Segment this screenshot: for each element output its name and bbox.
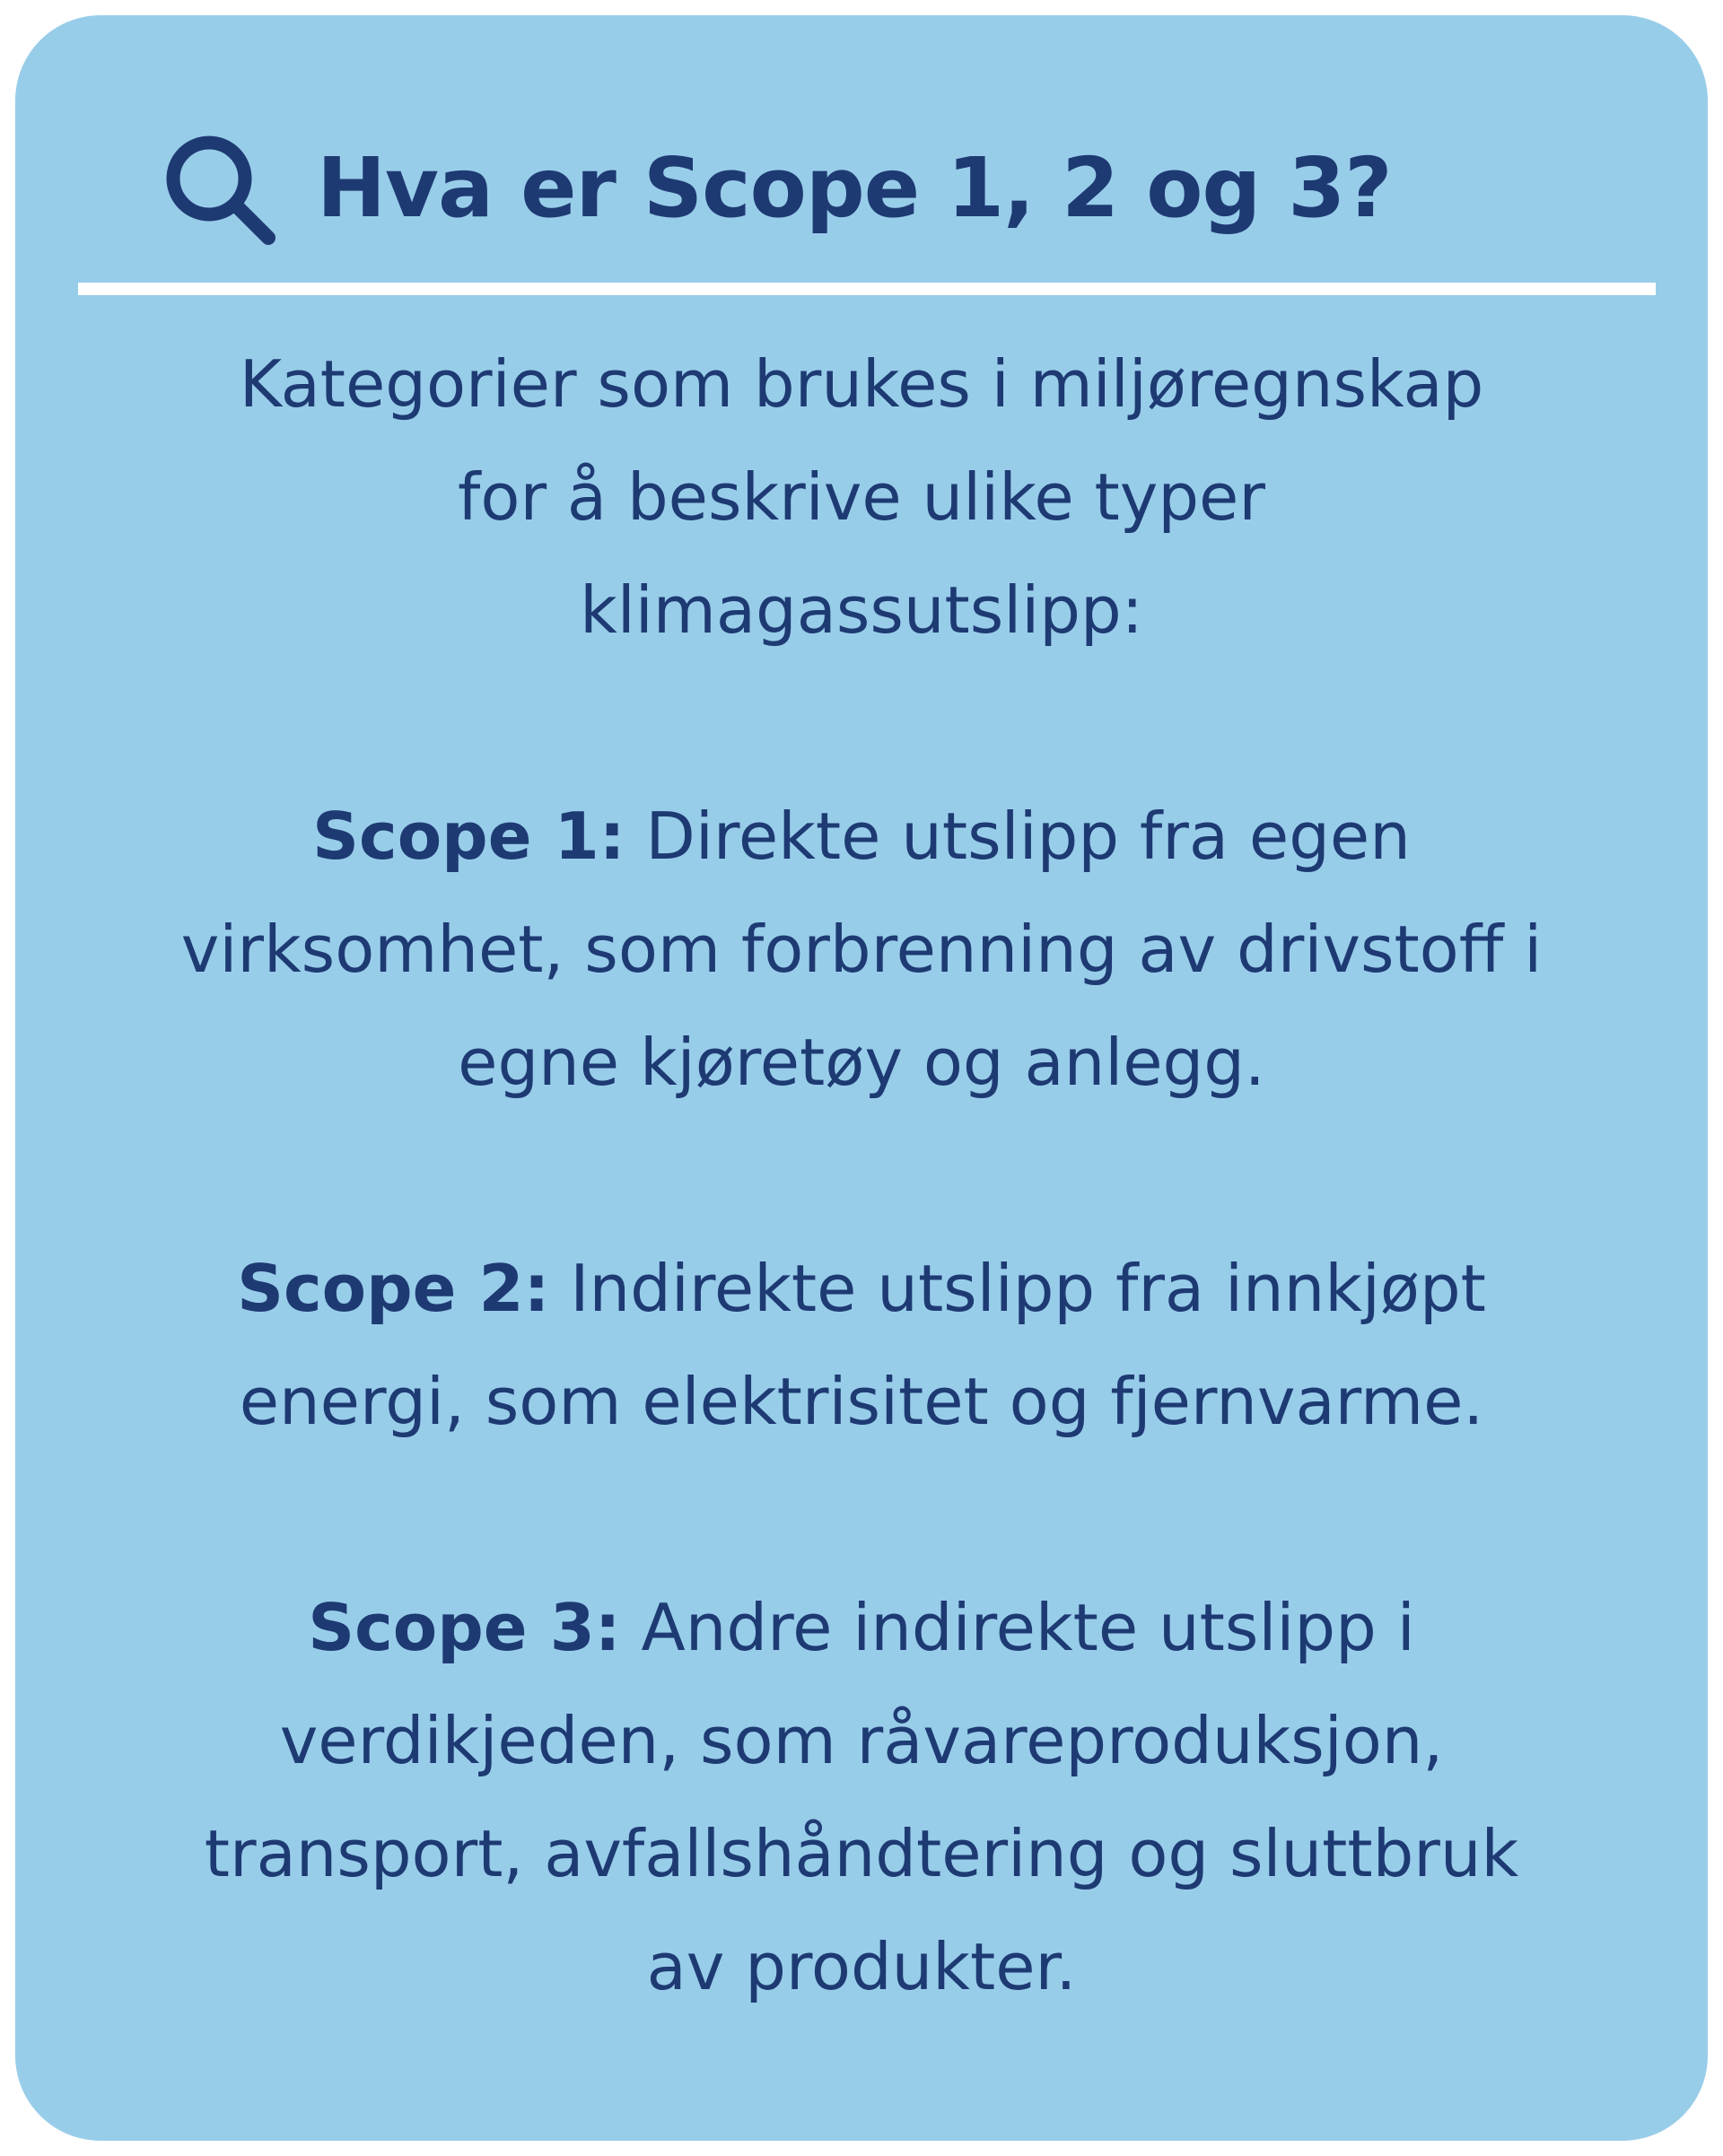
scope-1-paragraph bbox=[51, 780, 1672, 893]
intro-line: klimagassutslipp: bbox=[580, 572, 1143, 648]
scope-2-line: energi, som elektrisitet og fjernvarme. bbox=[239, 1364, 1484, 1439]
scope-2-paragraph bbox=[51, 1232, 1672, 1345]
scope-3-first-line: Andre indirekte utslipp i bbox=[620, 1590, 1415, 1665]
scope-1-label: Scope 1: bbox=[312, 799, 625, 874]
scope-3-line: transport, avfallshåndtering og sluttbruk bbox=[204, 1816, 1519, 1891]
intro-line: Kategorier som brukes i miljøregnskap bbox=[239, 346, 1484, 422]
scope-1-line: egne kjøretøy og anlegg. bbox=[458, 1025, 1265, 1100]
divider bbox=[78, 283, 1656, 295]
scope-2-first-line: Indirekte utslipp fra innkjøpt bbox=[549, 1251, 1486, 1326]
scope-2-label: Scope 2: bbox=[237, 1251, 550, 1326]
search-icon bbox=[159, 128, 284, 254]
scope-1-first-line: Direkte utslipp fra egen bbox=[625, 799, 1411, 874]
card-header bbox=[15, 121, 1708, 256]
scope-3-paragraph bbox=[51, 1571, 1672, 1684]
card-title: Hva er Scope 1, 2 og 3? bbox=[317, 140, 1392, 236]
scope-3-line: verdikjeden, som råvareproduksjon, bbox=[279, 1703, 1444, 1778]
intro-line: for å beskrive ulike typer bbox=[458, 459, 1265, 535]
spacer bbox=[51, 1458, 1672, 1571]
card-content bbox=[51, 327, 1672, 2023]
scope-3-label: Scope 3: bbox=[308, 1590, 621, 1665]
scope-3-line: av produkter. bbox=[646, 1929, 1077, 2004]
scope-1-line: virksomhet, som forbrenning av drivstoff i bbox=[180, 912, 1543, 987]
spacer bbox=[51, 667, 1672, 780]
info-card bbox=[15, 15, 1708, 2141]
spacer bbox=[51, 1119, 1672, 1232]
